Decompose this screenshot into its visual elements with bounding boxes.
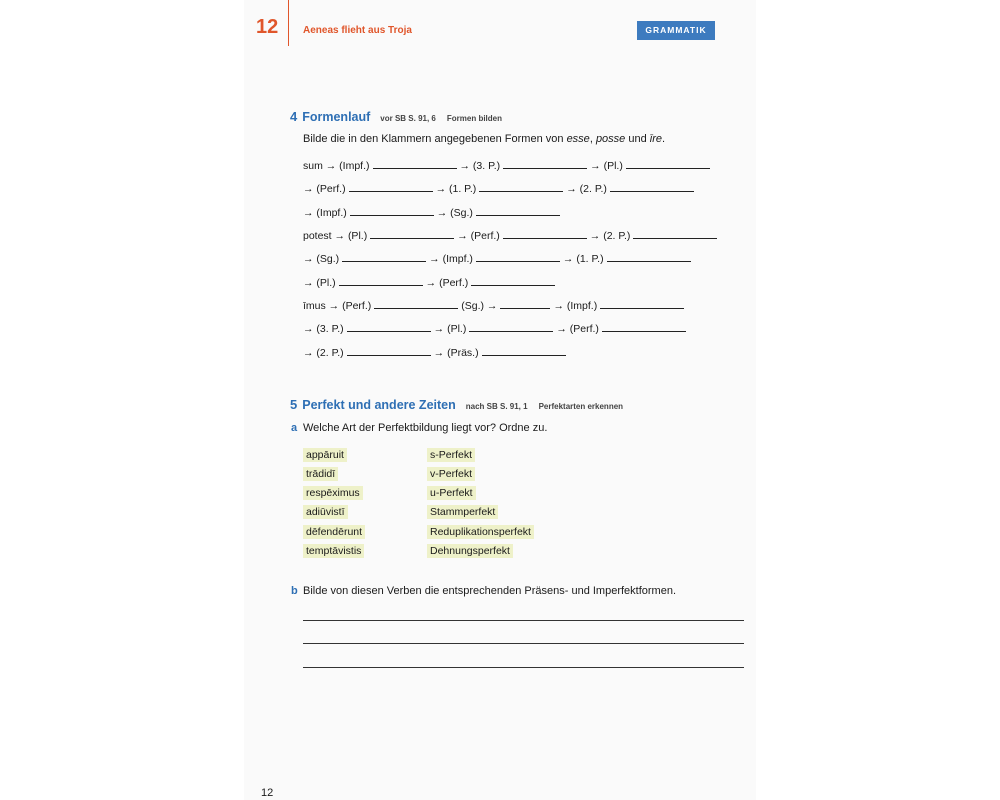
form-prompt: → (3. P.) [303, 323, 344, 335]
form-prompt: → (Perf.) [303, 183, 346, 195]
form-prompt: → (Impf.) [429, 253, 473, 265]
exercise-4-heading [290, 109, 502, 124]
form-prompt: → (2. P.) [303, 347, 344, 359]
subtask-a-instruction: Welche Art der Perfektbildung liegt vor? Ordne zu. [303, 422, 548, 434]
exercise-title: Perfekt und andere Zeiten [302, 398, 456, 412]
form-row [303, 250, 694, 265]
perfect-type-chip[interactable]: s-Perfekt [427, 448, 475, 462]
verb-chip[interactable]: dēfendērunt [303, 525, 365, 539]
form-row [303, 227, 720, 242]
exercise-title: Formenlauf [302, 110, 371, 124]
form-prompt: → (Perf.) [556, 323, 599, 335]
verb-chip[interactable]: trādidī [303, 467, 338, 481]
answer-blank[interactable] [370, 227, 454, 239]
verb-chip[interactable]: appāruit [303, 448, 347, 462]
answer-blank[interactable] [350, 204, 434, 216]
form-prompt: → (1. P.) [562, 253, 604, 265]
exercise-4-instruction: Bilde die in den Klammern angegebenen Formen von esse, posse und īre. [303, 133, 666, 145]
chapter-number: 12 [256, 16, 279, 38]
form-prompt: → (Sg.) [436, 207, 473, 219]
answer-blank[interactable] [471, 274, 555, 286]
answer-blank[interactable] [476, 250, 560, 262]
answer-line[interactable] [303, 667, 744, 668]
verb-chip[interactable]: temptāvistis [303, 544, 364, 558]
form-prompt: → (Pl.) [590, 160, 623, 172]
answer-blank[interactable] [633, 227, 717, 239]
answer-blank[interactable] [503, 227, 587, 239]
subtask-b-letter: b [291, 585, 298, 597]
form-prompt: sum → (Impf.) [303, 160, 370, 172]
exercise-number: 4 [290, 109, 298, 124]
answer-blank[interactable] [469, 320, 553, 332]
form-prompt: → (3. P.) [459, 160, 501, 172]
verb-ire: īre [649, 133, 662, 145]
exercise-reference: nach SB S. 91, 1 [465, 402, 528, 411]
form-prompt: īmus → (Perf.) [303, 300, 372, 312]
form-prompt: → (2. P.) [589, 230, 631, 242]
answer-blank[interactable] [482, 344, 566, 356]
answer-blank[interactable] [600, 297, 684, 309]
perfect-type-chip[interactable]: Stammperfekt [427, 505, 498, 519]
form-prompt: → (Impf.) [303, 207, 347, 219]
verb-chip[interactable]: adiūvistī [303, 505, 348, 519]
form-row [303, 180, 697, 195]
perfect-type-chip[interactable]: v-Perfekt [427, 467, 475, 481]
answer-blank[interactable] [602, 320, 686, 332]
exercise-number: 5 [290, 397, 298, 412]
perfect-type-chip[interactable]: Reduplikationsperfekt [427, 525, 534, 539]
answer-blank[interactable] [476, 204, 560, 216]
chapter-title: Aeneas flieht aus Troja [303, 25, 412, 36]
form-prompt: → (2. P.) [566, 183, 607, 195]
form-prompt: → (Perf.) [425, 277, 469, 289]
form-prompt: → (Perf.) [457, 230, 500, 242]
perfect-type-chip[interactable]: u-Perfekt [427, 486, 476, 500]
answer-blank[interactable] [373, 157, 457, 169]
exercise-skill: Perfektarten erkennen [538, 402, 624, 411]
form-prompt: → (Sg.) [303, 253, 340, 265]
answer-line[interactable] [303, 620, 744, 621]
answer-blank[interactable] [349, 180, 433, 192]
form-prompt: potest → (Pl.) [303, 230, 368, 242]
section-tag: GRAMMATIK [637, 21, 715, 40]
form-row [303, 297, 687, 312]
verb-esse: esse [566, 133, 590, 145]
answer-blank[interactable] [626, 157, 710, 169]
answer-blank[interactable] [347, 320, 431, 332]
form-row [303, 320, 689, 335]
form-row [303, 274, 558, 289]
answer-blank[interactable] [500, 297, 550, 309]
exercise-5-heading [290, 397, 623, 412]
form-prompt: → (1. P.) [435, 183, 477, 195]
form-row [303, 204, 563, 219]
verb-posse: posse [595, 133, 626, 145]
chapter-divider [288, 0, 289, 46]
answer-blank[interactable] [610, 180, 694, 192]
answer-blank[interactable] [503, 157, 587, 169]
form-row [303, 157, 713, 172]
subtask-b-instruction: Bilde von diesen Verben die entsprechenden Präsens- und Imperfektformen. [303, 585, 677, 597]
form-prompt: → (Pl.) [433, 323, 467, 335]
form-prompt: → (Präs.) [433, 347, 479, 359]
form-prompt: (Sg.) → [461, 300, 498, 312]
form-prompt: → (Pl.) [303, 277, 336, 289]
perfect-type-chip[interactable]: Dehnungsperfekt [427, 544, 513, 558]
answer-blank[interactable] [607, 250, 691, 262]
verb-chip[interactable]: respēximus [303, 486, 363, 500]
answer-blank[interactable] [342, 250, 426, 262]
form-prompt: → (Impf.) [553, 300, 598, 312]
answer-blank[interactable] [339, 274, 423, 286]
exercise-skill: Formen bilden [446, 114, 503, 123]
answer-blank[interactable] [347, 344, 431, 356]
page-number: 12 [261, 787, 274, 799]
subtask-a-letter: a [291, 422, 298, 434]
answer-blank[interactable] [479, 180, 563, 192]
answer-blank[interactable] [374, 297, 458, 309]
exercise-reference: vor SB S. 91, 6 [380, 114, 436, 123]
answer-line[interactable] [303, 643, 744, 644]
form-row [303, 344, 569, 359]
